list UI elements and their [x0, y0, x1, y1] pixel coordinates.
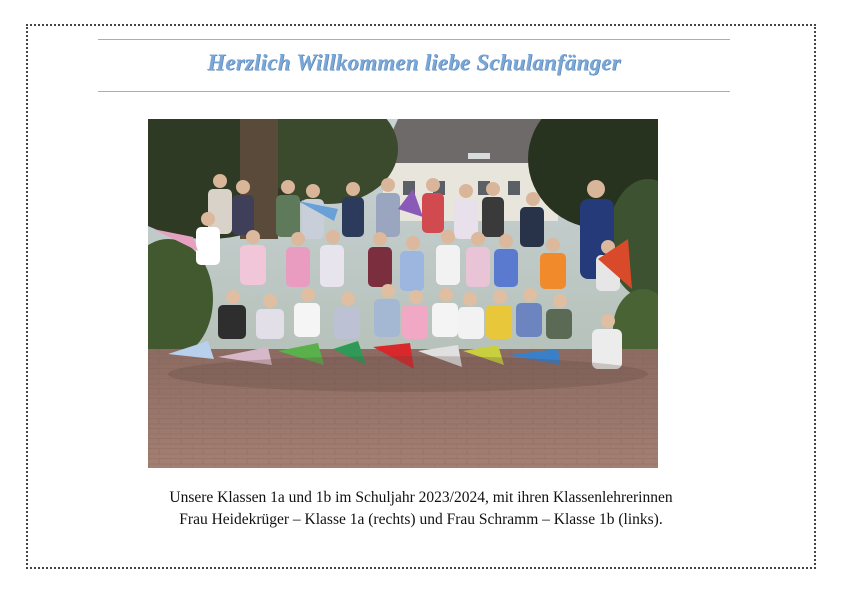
caption-line-2: Frau Heidekrüger – Klasse 1a (rechts) und Frau Schramm – Klasse 1b (links). — [179, 511, 663, 528]
photo-caption — [60, 487, 782, 531]
page-title: Herzlich Willkommen liebe Schulanfänger — [207, 50, 621, 75]
caption-line-1: Unsere Klassen 1a und 1b im Schuljahr 2023/2024, mit ihren Klassenlehrerinnen — [169, 489, 673, 506]
title-rule-bottom — [98, 91, 730, 92]
class-photo — [148, 119, 658, 468]
title-rule-top — [98, 39, 730, 40]
